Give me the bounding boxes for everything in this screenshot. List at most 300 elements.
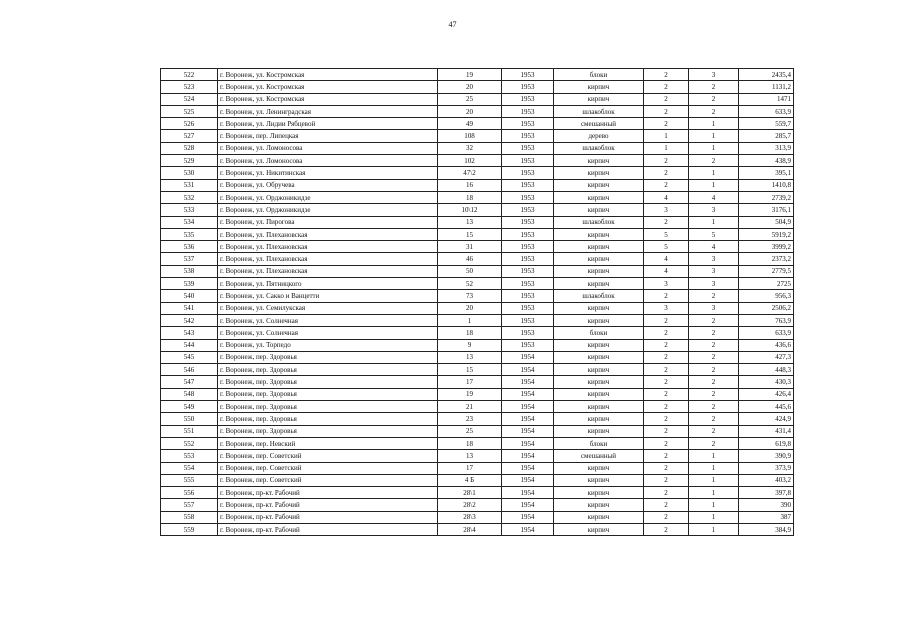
row-number-cell: 548	[161, 388, 218, 400]
entrances-cell: 2	[689, 290, 739, 302]
row-number-cell: 528	[161, 142, 218, 154]
entrances-cell: 2	[689, 314, 739, 326]
address-cell: г. Воронеж, ул. Пятницкого	[218, 278, 438, 290]
floors-cell: 2	[644, 81, 689, 93]
wall-material-cell: кирпич	[554, 253, 644, 265]
house-number-cell: 19	[438, 69, 502, 81]
entrances-cell: 3	[689, 253, 739, 265]
entrances-cell: 4	[689, 241, 739, 253]
house-number-cell: 16	[438, 179, 502, 191]
row-number-cell: 558	[161, 511, 218, 523]
row-number-cell: 534	[161, 216, 218, 228]
table-row	[161, 118, 794, 130]
address-cell: г. Воронеж, ул. Костромская	[218, 81, 438, 93]
floors-cell: 3	[644, 278, 689, 290]
floors-cell: 2	[644, 437, 689, 449]
floors-cell: 2	[644, 216, 689, 228]
address-cell: г. Воронеж, ул. Солнечная	[218, 327, 438, 339]
table-row	[161, 228, 794, 240]
floors-cell: 2	[644, 105, 689, 117]
area-cell: 426,4	[739, 388, 794, 400]
address-cell: г. Воронеж, ул. Семилукская	[218, 302, 438, 314]
house-number-cell: 32	[438, 142, 502, 154]
year-built-cell: 1953	[502, 265, 554, 277]
floors-cell: 5	[644, 228, 689, 240]
house-number-cell: 15	[438, 364, 502, 376]
floors-cell: 2	[644, 450, 689, 462]
wall-material-cell: кирпич	[554, 155, 644, 167]
area-cell: 2725	[739, 278, 794, 290]
address-cell: г. Воронеж, ул. Никитинская	[218, 167, 438, 179]
house-number-cell: 4 Б	[438, 474, 502, 486]
table-row	[161, 302, 794, 314]
address-cell: г. Воронеж, пер. Советский	[218, 462, 438, 474]
entrances-cell: 2	[689, 93, 739, 105]
table-row	[161, 253, 794, 265]
year-built-cell: 1953	[502, 302, 554, 314]
table-row	[161, 499, 794, 511]
address-cell: г. Воронеж, ул. Плехановская	[218, 265, 438, 277]
entrances-cell: 4	[689, 191, 739, 203]
address-cell: г. Воронеж, пер. Здоровья	[218, 401, 438, 413]
entrances-cell: 1	[689, 179, 739, 191]
address-cell: г. Воронеж, ул. Орджоникидзе	[218, 204, 438, 216]
year-built-cell: 1954	[502, 499, 554, 511]
row-number-cell: 551	[161, 425, 218, 437]
floors-cell: 3	[644, 302, 689, 314]
row-number-cell: 522	[161, 69, 218, 81]
year-built-cell: 1953	[502, 69, 554, 81]
house-number-cell: 25	[438, 425, 502, 437]
entrances-cell: 1	[689, 499, 739, 511]
floors-cell: 3	[644, 204, 689, 216]
year-built-cell: 1953	[502, 253, 554, 265]
row-number-cell: 538	[161, 265, 218, 277]
floors-cell: 2	[644, 413, 689, 425]
address-cell: г. Воронеж, ул. Солнечная	[218, 314, 438, 326]
floors-cell: 2	[644, 314, 689, 326]
floors-cell: 2	[644, 93, 689, 105]
year-built-cell: 1954	[502, 388, 554, 400]
house-number-cell: 25	[438, 93, 502, 105]
row-number-cell: 536	[161, 241, 218, 253]
area-cell: 436,6	[739, 339, 794, 351]
row-number-cell: 532	[161, 191, 218, 203]
house-number-cell: 28\2	[438, 499, 502, 511]
address-cell: г. Воронеж, ул. Плехановская	[218, 253, 438, 265]
entrances-cell: 2	[689, 105, 739, 117]
floors-cell: 4	[644, 265, 689, 277]
address-cell: г. Воронеж, ул. Ленинградская	[218, 105, 438, 117]
floors-cell: 5	[644, 241, 689, 253]
housing-registry-table	[160, 68, 794, 536]
floors-cell: 4	[644, 191, 689, 203]
house-number-cell: 15	[438, 228, 502, 240]
table-row	[161, 290, 794, 302]
area-cell: 2373,2	[739, 253, 794, 265]
floors-cell: 2	[644, 474, 689, 486]
area-cell: 5919,2	[739, 228, 794, 240]
year-built-cell: 1954	[502, 511, 554, 523]
year-built-cell: 1953	[502, 142, 554, 154]
wall-material-cell: кирпич	[554, 191, 644, 203]
year-built-cell: 1953	[502, 155, 554, 167]
table-row	[161, 388, 794, 400]
row-number-cell: 554	[161, 462, 218, 474]
entrances-cell: 1	[689, 167, 739, 179]
area-cell: 3999,2	[739, 241, 794, 253]
table-row	[161, 191, 794, 203]
area-cell: 445,6	[739, 401, 794, 413]
row-number-cell: 543	[161, 327, 218, 339]
wall-material-cell: кирпич	[554, 265, 644, 277]
address-cell: г. Воронеж, пер. Здоровья	[218, 351, 438, 363]
table-row	[161, 155, 794, 167]
table-row	[161, 327, 794, 339]
address-cell: г. Воронеж, пр-кт. Рабочий	[218, 523, 438, 535]
wall-material-cell: кирпич	[554, 401, 644, 413]
table-row	[161, 474, 794, 486]
wall-material-cell: смешанный	[554, 450, 644, 462]
entrances-cell: 2	[689, 437, 739, 449]
year-built-cell: 1954	[502, 413, 554, 425]
row-number-cell: 530	[161, 167, 218, 179]
address-cell: г. Воронеж, пр-кт. Рабочий	[218, 487, 438, 499]
house-number-cell: 49	[438, 118, 502, 130]
entrances-cell: 3	[689, 265, 739, 277]
address-cell: г. Воронеж, пер. Советский	[218, 450, 438, 462]
area-cell: 395,1	[739, 167, 794, 179]
table-row	[161, 376, 794, 388]
wall-material-cell: кирпич	[554, 511, 644, 523]
house-number-cell: 20	[438, 81, 502, 93]
address-cell: г. Воронеж, пер. Липецкая	[218, 130, 438, 142]
entrances-cell: 2	[689, 327, 739, 339]
row-number-cell: 541	[161, 302, 218, 314]
year-built-cell: 1953	[502, 290, 554, 302]
area-cell: 633,9	[739, 105, 794, 117]
floors-cell: 2	[644, 425, 689, 437]
table-row	[161, 204, 794, 216]
wall-material-cell: кирпич	[554, 339, 644, 351]
floors-cell: 2	[644, 388, 689, 400]
area-cell: 397,8	[739, 487, 794, 499]
address-cell: г. Воронеж, пер. Здоровья	[218, 364, 438, 376]
area-cell: 403,2	[739, 474, 794, 486]
entrances-cell: 2	[689, 364, 739, 376]
address-cell: г. Воронеж, пер. Здоровья	[218, 413, 438, 425]
row-number-cell: 523	[161, 81, 218, 93]
area-cell: 763,9	[739, 314, 794, 326]
house-number-cell: 108	[438, 130, 502, 142]
table-row	[161, 93, 794, 105]
wall-material-cell: кирпич	[554, 167, 644, 179]
year-built-cell: 1954	[502, 523, 554, 535]
floors-cell: 2	[644, 401, 689, 413]
row-number-cell: 546	[161, 364, 218, 376]
floors-cell: 2	[644, 118, 689, 130]
floors-cell: 2	[644, 351, 689, 363]
entrances-cell: 1	[689, 474, 739, 486]
floors-cell: 2	[644, 290, 689, 302]
wall-material-cell: кирпич	[554, 204, 644, 216]
house-number-cell: 13	[438, 216, 502, 228]
area-cell: 2506,2	[739, 302, 794, 314]
entrances-cell: 2	[689, 339, 739, 351]
house-number-cell: 19	[438, 388, 502, 400]
wall-material-cell: смешанный	[554, 118, 644, 130]
table-row	[161, 511, 794, 523]
area-cell: 313,9	[739, 142, 794, 154]
wall-material-cell: кирпич	[554, 278, 644, 290]
wall-material-cell: кирпич	[554, 388, 644, 400]
area-cell: 424,9	[739, 413, 794, 425]
row-number-cell: 539	[161, 278, 218, 290]
house-number-cell: 18	[438, 191, 502, 203]
year-built-cell: 1954	[502, 364, 554, 376]
address-cell: г. Воронеж, ул. Ломоносова	[218, 155, 438, 167]
entrances-cell: 3	[689, 302, 739, 314]
table-row	[161, 81, 794, 93]
row-number-cell: 550	[161, 413, 218, 425]
row-number-cell: 525	[161, 105, 218, 117]
entrances-cell: 1	[689, 130, 739, 142]
wall-material-cell: дерево	[554, 130, 644, 142]
row-number-cell: 545	[161, 351, 218, 363]
floors-cell: 2	[644, 499, 689, 511]
entrances-cell: 2	[689, 81, 739, 93]
house-number-cell: 23	[438, 413, 502, 425]
wall-material-cell: кирпич	[554, 351, 644, 363]
address-cell: г. Воронеж, ул. Орджоникидзе	[218, 191, 438, 203]
house-number-cell: 50	[438, 265, 502, 277]
area-cell: 390	[739, 499, 794, 511]
table-row	[161, 487, 794, 499]
table-row	[161, 216, 794, 228]
entrances-cell: 3	[689, 204, 739, 216]
year-built-cell: 1954	[502, 462, 554, 474]
wall-material-cell: кирпич	[554, 523, 644, 535]
house-number-cell: 102	[438, 155, 502, 167]
row-number-cell: 559	[161, 523, 218, 535]
area-cell: 559,7	[739, 118, 794, 130]
area-cell: 431,4	[739, 425, 794, 437]
table-row	[161, 462, 794, 474]
area-cell: 390,9	[739, 450, 794, 462]
area-cell: 956,3	[739, 290, 794, 302]
year-built-cell: 1954	[502, 437, 554, 449]
year-built-cell: 1953	[502, 278, 554, 290]
wall-material-cell: кирпич	[554, 93, 644, 105]
table-row	[161, 364, 794, 376]
entrances-cell: 2	[689, 401, 739, 413]
table-row	[161, 437, 794, 449]
entrances-cell: 2	[689, 376, 739, 388]
house-number-cell: 13	[438, 351, 502, 363]
house-number-cell: 31	[438, 241, 502, 253]
table-row	[161, 523, 794, 535]
floors-cell: 2	[644, 487, 689, 499]
area-cell: 448,3	[739, 364, 794, 376]
address-cell: г. Воронеж, пр-кт. Рабочий	[218, 511, 438, 523]
wall-material-cell: кирпич	[554, 425, 644, 437]
row-number-cell: 542	[161, 314, 218, 326]
floors-cell: 1	[644, 130, 689, 142]
house-number-cell: 18	[438, 437, 502, 449]
floors-cell: 2	[644, 69, 689, 81]
entrances-cell: 2	[689, 388, 739, 400]
row-number-cell: 524	[161, 93, 218, 105]
year-built-cell: 1953	[502, 241, 554, 253]
address-cell: г. Воронеж, ул. Костромская	[218, 93, 438, 105]
year-built-cell: 1954	[502, 401, 554, 413]
table-row	[161, 413, 794, 425]
year-built-cell: 1954	[502, 474, 554, 486]
table-row	[161, 167, 794, 179]
wall-material-cell: блоки	[554, 69, 644, 81]
address-cell: г. Воронеж, ул. Плехановская	[218, 241, 438, 253]
house-number-cell: 10\12	[438, 204, 502, 216]
house-number-cell: 9	[438, 339, 502, 351]
table-row	[161, 142, 794, 154]
house-number-cell: 17	[438, 462, 502, 474]
wall-material-cell: шлакоблок	[554, 216, 644, 228]
row-number-cell: 540	[161, 290, 218, 302]
address-cell: г. Воронеж, ул. Обручева	[218, 179, 438, 191]
floors-cell: 2	[644, 339, 689, 351]
year-built-cell: 1954	[502, 450, 554, 462]
house-number-cell: 47\2	[438, 167, 502, 179]
table-row	[161, 401, 794, 413]
row-number-cell: 533	[161, 204, 218, 216]
floors-cell: 2	[644, 155, 689, 167]
area-cell: 1410,8	[739, 179, 794, 191]
row-number-cell: 529	[161, 155, 218, 167]
entrances-cell: 5	[689, 228, 739, 240]
entrances-cell: 2	[689, 425, 739, 437]
year-built-cell: 1953	[502, 179, 554, 191]
table-row	[161, 130, 794, 142]
address-cell: г. Воронеж, ул. Ломоносова	[218, 142, 438, 154]
table-row	[161, 265, 794, 277]
address-cell: г. Воронеж, пер. Здоровья	[218, 425, 438, 437]
address-cell: г. Воронеж, пр-кт. Рабочий	[218, 499, 438, 511]
year-built-cell: 1953	[502, 228, 554, 240]
floors-cell: 2	[644, 376, 689, 388]
wall-material-cell: кирпич	[554, 487, 644, 499]
floors-cell: 2	[644, 327, 689, 339]
area-cell: 285,7	[739, 130, 794, 142]
address-cell: г. Воронеж, ул. Пирогова	[218, 216, 438, 228]
floors-cell: 2	[644, 167, 689, 179]
wall-material-cell: блоки	[554, 437, 644, 449]
entrances-cell: 1	[689, 511, 739, 523]
row-number-cell: 526	[161, 118, 218, 130]
area-cell: 504,9	[739, 216, 794, 228]
year-built-cell: 1953	[502, 327, 554, 339]
row-number-cell: 537	[161, 253, 218, 265]
address-cell: г. Воронеж, ул. Костромская	[218, 69, 438, 81]
address-cell: г. Воронеж, пер. Здоровья	[218, 388, 438, 400]
wall-material-cell: блоки	[554, 327, 644, 339]
row-number-cell: 527	[161, 130, 218, 142]
address-cell: г. Воронеж, пер. Невский	[218, 437, 438, 449]
year-built-cell: 1953	[502, 339, 554, 351]
address-cell: г. Воронеж, пер. Советский	[218, 474, 438, 486]
page-number: 47	[448, 20, 457, 29]
table-row	[161, 339, 794, 351]
house-number-cell: 28\3	[438, 511, 502, 523]
wall-material-cell: кирпич	[554, 302, 644, 314]
entrances-cell: 2	[689, 413, 739, 425]
area-cell: 384,9	[739, 523, 794, 535]
address-cell: г. Воронеж, ул. Торпедо	[218, 339, 438, 351]
floors-cell: 2	[644, 511, 689, 523]
table-row	[161, 425, 794, 437]
entrances-cell: 2	[689, 155, 739, 167]
year-built-cell: 1953	[502, 130, 554, 142]
floors-cell: 4	[644, 253, 689, 265]
row-number-cell: 535	[161, 228, 218, 240]
house-number-cell: 73	[438, 290, 502, 302]
address-cell: г. Воронеж, ул. Плехановская	[218, 228, 438, 240]
house-number-cell: 28\1	[438, 487, 502, 499]
floors-cell: 2	[644, 179, 689, 191]
row-number-cell: 549	[161, 401, 218, 413]
year-built-cell: 1953	[502, 314, 554, 326]
wall-material-cell: кирпич	[554, 474, 644, 486]
house-number-cell: 21	[438, 401, 502, 413]
row-number-cell: 555	[161, 474, 218, 486]
entrances-cell: 1	[689, 216, 739, 228]
area-cell: 430,3	[739, 376, 794, 388]
entrances-cell: 1	[689, 523, 739, 535]
area-cell: 427,3	[739, 351, 794, 363]
area-cell: 3176,1	[739, 204, 794, 216]
floors-cell: 2	[644, 462, 689, 474]
entrances-cell: 1	[689, 462, 739, 474]
area-cell: 2435,4	[739, 69, 794, 81]
year-built-cell: 1954	[502, 425, 554, 437]
table-row	[161, 241, 794, 253]
floors-cell: 1	[644, 142, 689, 154]
address-cell: г. Воронеж, ул. Сакко и Ванцетти	[218, 290, 438, 302]
row-number-cell: 547	[161, 376, 218, 388]
table-row	[161, 179, 794, 191]
entrances-cell: 2	[689, 351, 739, 363]
table-row	[161, 314, 794, 326]
year-built-cell: 1954	[502, 487, 554, 499]
entrances-cell: 3	[689, 69, 739, 81]
table-row	[161, 105, 794, 117]
wall-material-cell: шлакоблок	[554, 142, 644, 154]
house-number-cell: 13	[438, 450, 502, 462]
year-built-cell: 1953	[502, 204, 554, 216]
wall-material-cell: кирпич	[554, 376, 644, 388]
area-cell: 387	[739, 511, 794, 523]
year-built-cell: 1953	[502, 93, 554, 105]
wall-material-cell: кирпич	[554, 462, 644, 474]
house-number-cell: 20	[438, 105, 502, 117]
row-number-cell: 552	[161, 437, 218, 449]
wall-material-cell: кирпич	[554, 241, 644, 253]
year-built-cell: 1953	[502, 191, 554, 203]
year-built-cell: 1954	[502, 376, 554, 388]
wall-material-cell: кирпич	[554, 179, 644, 191]
row-number-cell: 557	[161, 499, 218, 511]
wall-material-cell: кирпич	[554, 228, 644, 240]
wall-material-cell: шлакоблок	[554, 105, 644, 117]
